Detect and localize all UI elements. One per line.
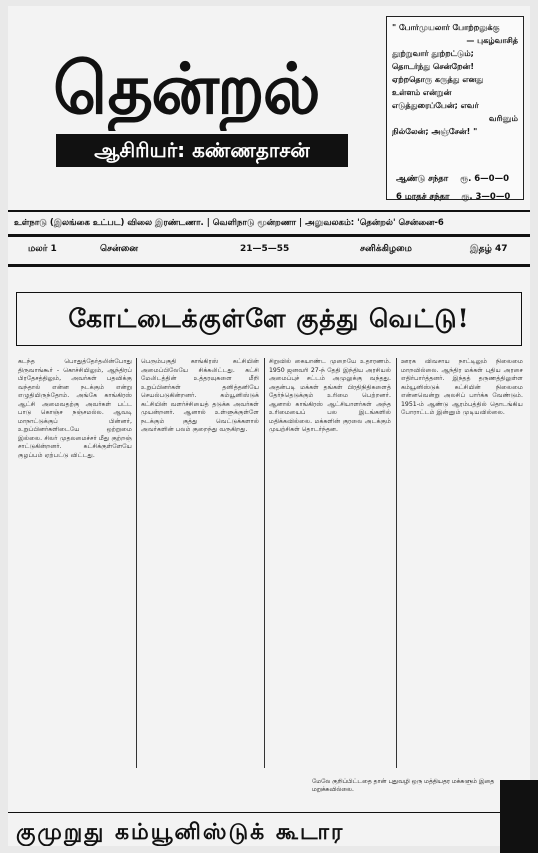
column-divider — [396, 358, 397, 768]
issue-city: சென்னை — [100, 244, 138, 254]
subscription-annual-label: ஆண்டு சந்தா — [396, 174, 449, 184]
subscription-half-price: ரூ. 3—0—0 — [461, 192, 511, 202]
bottom-note-text: மேலே குறிப்பிட்டதை தான் புதுவழி ஒரு மத்தியதர மக்களும் இதை மறுக்கவில்லை. — [312, 778, 495, 793]
article-column-1 — [18, 358, 132, 773]
scan-edge-shadow — [500, 780, 538, 853]
article-column-4 — [401, 358, 523, 758]
article-text: கடந்த பொதுத்தேர்தலின்போது திருவாங்கூர் - கொச்சியிலும், ஆந்திரப் பிரதேசத்திலும், அவர்கள் பதவிக்கு வந்தால் என்ன நடக்கும் என்று எழுதியிருந்தோம். அங்கே காங்கிரஸ் ஆட்சி அமைவதற்கு அவர்கள் பட்ட பாடு கொஞ்ச நஞ்சமல்ல. ஆவடி மாநாட்டுக்குப் பின்னர், உறுப்பினர்களிடையே ஒற்றுமை இல்லை. சிலர் முதலமைச்சர் மீது குற்றஞ் சாட்டுகின்றனர். கட்சிக்குள்ளேயே குழப்பம் ஏற்பட்டு விட்டது. — [18, 358, 132, 459]
divider — [8, 812, 530, 813]
article-text: பெரும்பகுதி காங்கிரஸ் கட்சியின் அமைப்பிலேயே சிக்கலிட்டது. கட்சி மேலிடத்தின் உத்தரவுகளை மீறி உறுப்பினர்கள் தனித்தனியே செயல்படுகின்றனர். கம்யூனிஸ்டுக் கட்சியின் வளர்ச்சியைத் தடுக்க அவர்கள் முயன்றனர். ஆனால் உள்ளுக்குள்ளே நடக்கும் குத்து வெட்டுக்களால் அவர்களின் பலம் குறைந்து வருகிறது. — [141, 358, 259, 433]
quote-line: நில்லேன்; அஞ்சேன்! " — [392, 127, 478, 136]
quote-line: ஏற்றதொரு கருத்து எனது — [392, 75, 484, 84]
main-headline: கோட்டைக்குள்ளே குத்து வெட்டு! — [16, 292, 522, 346]
quote-line: தூற்றுவார் தூற்றட்டும்; — [392, 49, 474, 58]
bottom-note — [306, 776, 528, 824]
divider — [8, 210, 530, 212]
price-contact-line: உள்நாடு (இலங்கை உட்பட) விலை இரண்டணா. | வெளிநாடு மூன்றணா | அலுவலகம்: 'தென்றல்' சென்னை-6 — [14, 218, 444, 228]
article-column-3 — [269, 358, 391, 773]
divider — [8, 234, 530, 237]
masthead-title: தென்றல் — [53, 47, 319, 130]
editor-byline: ஆசிரியர்: கண்ணதாசன் — [56, 134, 348, 167]
issue-volume: மலர் 1 — [28, 244, 57, 254]
newspaper-page — [8, 6, 530, 846]
quote-line: வரினும் — [488, 114, 518, 123]
subscription-annual-price: ரூ. 6—0—0 — [460, 174, 509, 184]
bottom-headline: குமுறுது கம்யூனிஸ்டுக் கூடார — [16, 820, 345, 845]
issue-day: சனிக்கிழமை — [360, 244, 412, 254]
column-divider — [136, 358, 137, 768]
subscription-half-label: 6 மாதச் சந்தா — [396, 192, 450, 202]
quote-line: எடுத்துரைப்பேன்; எவர் — [392, 101, 479, 110]
divider — [8, 264, 530, 267]
article-text: சிறுவில் கையாண்ட முறையே உதாரணம். 1950 ஜனவரி 27-ந் தேதி இந்திய அரசியல் அமைப்புச் சட்டம் அமுலுக்கு வந்தது. அதன்படி மக்கள் தங்கள் பிரதிநிதிகளைத் தேர்ந்தெடுக்கும் உரிமை பெற்றனர். ஆனால் காங்கிரஸ் ஆட்சியாளர்கள் அந்த உரிமையைப் பல இடங்களில் மதிக்கவில்லை. மக்களின் குரலை அடக்கும் முயற்சிகள் தொடர்ந்தன. — [269, 358, 391, 433]
issue-date: 21—5—55 — [240, 244, 290, 254]
quote-line: " போர்முயலார் போற்றலுக்கு — [392, 23, 500, 32]
subscription-half — [396, 192, 510, 203]
quote-line: தொடர்ந்து சென்றேன்! — [392, 62, 474, 71]
issue-number: இதழ் 47 — [470, 244, 508, 254]
quote-line: உள்ளம் என்றுன் — [392, 88, 452, 97]
quote-line: — புகழ்வாசித் — [466, 36, 518, 45]
article-column-2 — [141, 358, 259, 773]
column-divider — [264, 358, 265, 768]
subscription-annual — [396, 174, 509, 185]
article-text: ஊரக விவசாய நாட்டிலும் நிலைமை மாறவில்லை. ஆந்திர மக்கள் புதிய அரசை எதிர்பார்த்தனர். இந்தத் தருணத்திலுள்ள கம்யூனிஸ்டுக் கட்சியின் நிலைமை என்னவென்று அலசிப் பார்க்க வேண்டும். 1951-ம் ஆண்டு ஆரம்பத்தில் தொடங்கிய போராட்டம் இன்னும் முடியவில்லை. — [401, 358, 523, 416]
quote-box — [386, 16, 524, 200]
